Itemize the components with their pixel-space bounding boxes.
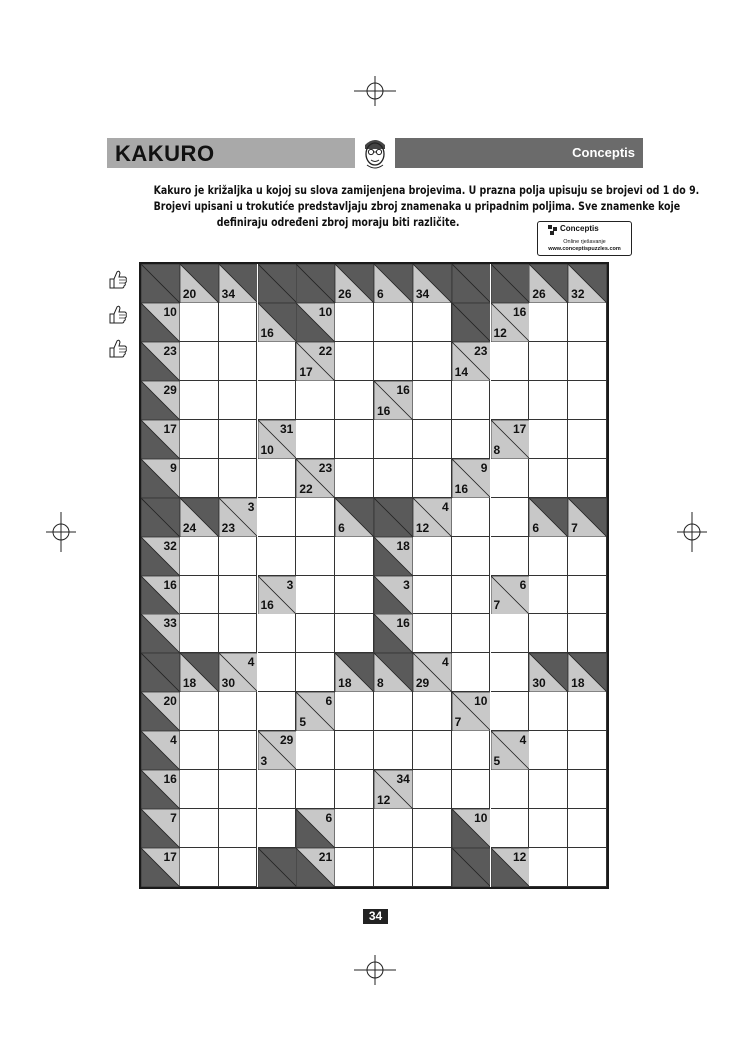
across-clue-number: 4 — [441, 655, 449, 670]
across-clue-number: 29 — [163, 382, 177, 397]
across-clue-number: 31 — [279, 421, 294, 436]
entry-cell[interactable] — [180, 770, 219, 809]
down-clue-number: 10 — [260, 442, 274, 457]
down-clue-number: 3 — [260, 754, 268, 769]
entry-cell[interactable] — [413, 420, 452, 459]
entry-cell[interactable] — [374, 459, 413, 498]
block-cell — [141, 498, 180, 537]
clue-cell — [491, 303, 530, 342]
brand-name: Conceptis — [572, 145, 635, 160]
down-clue-number: 6 — [377, 286, 384, 301]
block-cell — [452, 303, 491, 342]
entry-cell[interactable] — [413, 459, 452, 498]
entry-cell[interactable] — [180, 848, 219, 887]
clue-cell — [452, 342, 491, 381]
entry-cell[interactable] — [180, 381, 219, 420]
clue-cell — [374, 653, 413, 692]
clue-cell — [180, 498, 219, 537]
entry-cell[interactable] — [180, 731, 219, 770]
clue-cell — [258, 420, 297, 459]
entry-cell[interactable] — [219, 537, 258, 576]
entry-cell[interactable] — [568, 420, 607, 459]
entry-cell[interactable] — [219, 848, 258, 887]
entry-cell[interactable] — [296, 731, 335, 770]
clue-cell — [296, 459, 335, 498]
block-cell — [141, 264, 180, 303]
logo-name: Conceptis — [560, 224, 599, 233]
page-title: KAKURO — [115, 141, 215, 166]
entry-cell[interactable] — [568, 614, 607, 653]
entry-cell[interactable] — [374, 731, 413, 770]
clue-cell — [568, 498, 607, 537]
clue-cell — [452, 692, 491, 731]
registration-mark-right — [677, 512, 707, 552]
down-clue-number: 16 — [260, 598, 274, 613]
down-clue-number: 18 — [571, 676, 585, 691]
entry-cell[interactable] — [296, 498, 335, 537]
clue-cell — [568, 264, 607, 303]
clue-cell — [219, 264, 258, 303]
across-clue-number: 12 — [512, 850, 527, 865]
clue-cell — [141, 420, 180, 459]
entry-cell[interactable] — [529, 381, 568, 420]
entry-cell[interactable] — [258, 537, 297, 576]
across-clue-number: 17 — [163, 850, 177, 865]
clue-cell — [141, 614, 180, 653]
entry-cell[interactable] — [529, 731, 568, 770]
clue-cell — [141, 342, 180, 381]
instructions — [153, 182, 700, 230]
down-clue-number: 30 — [221, 676, 236, 691]
entry-cell[interactable] — [491, 692, 530, 731]
across-clue-number: 4 — [170, 733, 177, 748]
entry-cell[interactable] — [413, 731, 452, 770]
entry-cell[interactable] — [296, 770, 335, 809]
down-clue-number: 34 — [415, 286, 430, 301]
across-clue-number: 23 — [474, 343, 488, 358]
entry-cell[interactable] — [335, 459, 374, 498]
entry-cell[interactable] — [296, 576, 335, 615]
across-clue-number: 16 — [396, 382, 410, 397]
across-clue-number: 17 — [163, 421, 177, 436]
entry-cell[interactable] — [335, 809, 374, 848]
clue-cell — [374, 381, 413, 420]
entry-cell[interactable] — [529, 692, 568, 731]
across-clue-number: 33 — [163, 616, 177, 631]
entry-cell[interactable] — [529, 420, 568, 459]
entry-cell[interactable] — [452, 420, 491, 459]
clue-cell — [141, 692, 180, 731]
entry-cell[interactable] — [335, 303, 374, 342]
across-clue-number: 9 — [170, 460, 177, 475]
entry-cell[interactable] — [258, 342, 297, 381]
down-clue-number: 26 — [532, 286, 546, 301]
down-clue-number: 8 — [493, 442, 501, 457]
entry-cell[interactable] — [568, 381, 607, 420]
entry-cell[interactable] — [568, 692, 607, 731]
entry-cell[interactable] — [374, 342, 413, 381]
entry-cell[interactable] — [335, 770, 374, 809]
across-clue-number: 3 — [247, 499, 255, 514]
down-clue-number: 8 — [377, 676, 384, 691]
entry-cell[interactable] — [296, 653, 335, 692]
clue-cell — [258, 576, 297, 615]
clue-cell — [180, 264, 219, 303]
entry-cell[interactable] — [296, 381, 335, 420]
entry-cell[interactable] — [491, 653, 530, 692]
entry-cell[interactable] — [452, 770, 491, 809]
entry-cell[interactable] — [529, 537, 568, 576]
down-clue-number: 29 — [415, 676, 430, 691]
entry-cell[interactable] — [296, 420, 335, 459]
clue-cell — [258, 303, 297, 342]
entry-cell[interactable] — [219, 303, 258, 342]
entry-cell[interactable] — [529, 303, 568, 342]
across-clue-number: 3 — [286, 577, 294, 592]
across-clue-number: 10 — [318, 304, 333, 319]
down-clue-number: 23 — [221, 520, 236, 535]
clue-cell — [335, 498, 374, 537]
down-clue-number: 7 — [493, 598, 501, 613]
entry-cell[interactable] — [568, 731, 607, 770]
clue-cell — [529, 264, 568, 303]
entry-cell[interactable] — [452, 653, 491, 692]
entry-cell[interactable] — [413, 342, 452, 381]
entry-cell[interactable] — [219, 381, 258, 420]
entry-cell[interactable] — [296, 614, 335, 653]
clue-cell — [374, 537, 413, 576]
across-clue-number: 4 — [441, 499, 449, 514]
entry-cell[interactable] — [219, 731, 258, 770]
entry-cell[interactable] — [568, 342, 607, 381]
page-number: 34 — [363, 909, 388, 924]
entry-cell[interactable] — [413, 809, 452, 848]
entry-cell[interactable] — [180, 614, 219, 653]
entry-cell[interactable] — [568, 848, 607, 887]
entry-cell[interactable] — [413, 614, 452, 653]
entry-cell[interactable] — [452, 614, 491, 653]
thumbs-up-icon — [107, 337, 129, 359]
clue-cell — [335, 653, 374, 692]
down-clue-number: 30 — [532, 676, 546, 691]
down-clue-number: 12 — [377, 793, 391, 808]
entry-cell[interactable] — [529, 614, 568, 653]
clue-cell — [141, 537, 180, 576]
entry-cell[interactable] — [180, 459, 219, 498]
down-clue-number: 12 — [415, 520, 430, 535]
clue-cell — [296, 342, 335, 381]
down-clue-number: 6 — [338, 520, 345, 535]
down-clue-number: 32 — [571, 286, 585, 301]
down-clue-number: 24 — [182, 520, 197, 535]
entry-cell[interactable] — [413, 848, 452, 887]
entry-cell[interactable] — [491, 770, 530, 809]
down-clue-number: 16 — [454, 481, 469, 496]
entry-cell[interactable] — [219, 614, 258, 653]
across-clue-number: 10 — [474, 694, 488, 709]
down-clue-number: 5 — [493, 754, 501, 769]
entry-cell[interactable] — [258, 498, 297, 537]
down-clue-number: 5 — [299, 715, 307, 730]
entry-cell[interactable] — [413, 770, 452, 809]
down-clue-number: 17 — [299, 364, 313, 379]
across-clue-number: 20 — [163, 694, 177, 709]
author-avatar-icon — [359, 135, 391, 171]
entry-cell[interactable] — [335, 537, 374, 576]
thumbs-up-icon — [107, 268, 129, 290]
down-clue-number: 20 — [182, 286, 197, 301]
clue-cell — [374, 264, 413, 303]
block-cell — [258, 264, 297, 303]
clue-cell — [529, 653, 568, 692]
across-clue-number: 17 — [512, 421, 527, 436]
block-cell — [452, 264, 491, 303]
entry-cell[interactable] — [219, 576, 258, 615]
block-cell — [296, 264, 335, 303]
clue-cell — [335, 264, 374, 303]
entry-cell[interactable] — [258, 809, 297, 848]
entry-cell[interactable] — [568, 770, 607, 809]
entry-cell[interactable] — [335, 692, 374, 731]
entry-cell[interactable] — [529, 576, 568, 615]
across-clue-number: 22 — [318, 343, 333, 358]
down-clue-number: 18 — [338, 676, 352, 691]
entry-cell[interactable] — [258, 381, 297, 420]
entry-cell[interactable] — [568, 809, 607, 848]
entry-cell[interactable] — [258, 770, 297, 809]
entry-cell[interactable] — [491, 381, 530, 420]
across-clue-number: 6 — [325, 694, 333, 709]
entry-cell[interactable] — [452, 537, 491, 576]
entry-cell[interactable] — [374, 848, 413, 887]
across-clue-number: 10 — [474, 811, 488, 826]
entry-cell[interactable] — [529, 342, 568, 381]
entry-cell[interactable] — [529, 809, 568, 848]
across-clue-number: 16 — [512, 304, 527, 319]
down-clue-number: 26 — [338, 286, 352, 301]
across-clue-number: 16 — [163, 577, 177, 592]
entry-cell[interactable] — [180, 303, 219, 342]
down-clue-number: 16 — [377, 403, 391, 418]
across-clue-number: 4 — [519, 733, 527, 748]
clue-cell — [491, 848, 530, 887]
clue-cell — [296, 809, 335, 848]
entry-cell[interactable] — [335, 614, 374, 653]
logo-tagline: Online rješavanje — [563, 239, 606, 245]
down-clue-number: 34 — [221, 286, 236, 301]
entry-cell[interactable] — [568, 303, 607, 342]
entry-cell[interactable] — [374, 420, 413, 459]
instructions-line-3: definiraju određeni zbroj moraju biti različite. — [216, 215, 460, 229]
entry-cell[interactable] — [568, 459, 607, 498]
entry-cell[interactable] — [568, 537, 607, 576]
across-clue-number: 9 — [480, 460, 488, 475]
entry-cell[interactable] — [258, 653, 297, 692]
down-clue-number: 7 — [571, 520, 578, 535]
across-clue-number: 21 — [318, 850, 333, 865]
entry-cell[interactable] — [180, 537, 219, 576]
entry-cell[interactable] — [296, 537, 335, 576]
entry-cell[interactable] — [219, 809, 258, 848]
across-clue-number: 6 — [519, 577, 527, 592]
entry-cell[interactable] — [491, 809, 530, 848]
clue-cell — [491, 420, 530, 459]
across-clue-number: 16 — [396, 616, 410, 631]
clue-cell — [529, 498, 568, 537]
entry-cell[interactable] — [413, 576, 452, 615]
entry-cell[interactable] — [452, 381, 491, 420]
entry-cell[interactable] — [335, 342, 374, 381]
entry-cell[interactable] — [335, 731, 374, 770]
entry-cell[interactable] — [491, 459, 530, 498]
block-cell — [374, 498, 413, 537]
header-brand-panel — [395, 138, 643, 168]
entry-cell[interactable] — [219, 342, 258, 381]
clue-cell — [413, 653, 452, 692]
across-clue-number: 23 — [163, 343, 177, 358]
entry-cell[interactable] — [258, 614, 297, 653]
entry-cell[interactable] — [219, 459, 258, 498]
entry-cell[interactable] — [413, 303, 452, 342]
entry-cell[interactable] — [452, 576, 491, 615]
clue-cell — [219, 653, 258, 692]
entry-cell[interactable] — [335, 576, 374, 615]
clue-cell — [219, 498, 258, 537]
instructions-line-1: Kakuro je križaljka u kojoj su slova zamijenjena brojevima. U prazna polja upisuju se brojevi od 1 do 9. — [153, 183, 700, 197]
entry-cell[interactable] — [374, 303, 413, 342]
clue-cell — [413, 498, 452, 537]
clue-cell — [180, 653, 219, 692]
entry-cell[interactable] — [568, 576, 607, 615]
across-clue-number: 34 — [396, 772, 410, 787]
across-clue-number: 4 — [247, 655, 255, 670]
clue-cell — [374, 576, 413, 615]
entry-cell[interactable] — [219, 420, 258, 459]
entry-cell[interactable] — [180, 576, 219, 615]
block-cell — [452, 848, 491, 887]
entry-cell[interactable] — [335, 420, 374, 459]
clue-cell — [568, 653, 607, 692]
clue-cell — [413, 264, 452, 303]
entry-cell[interactable] — [529, 848, 568, 887]
block-cell — [258, 848, 297, 887]
clue-cell — [374, 770, 413, 809]
clue-cell — [491, 576, 530, 615]
down-clue-number: 6 — [532, 520, 540, 535]
publisher-logo-box — [537, 221, 632, 256]
clue-cell — [452, 809, 491, 848]
across-clue-number: 10 — [163, 304, 177, 319]
clue-cell — [141, 848, 180, 887]
entry-cell[interactable] — [180, 692, 219, 731]
entry-cell[interactable] — [180, 809, 219, 848]
entry-cell[interactable] — [335, 848, 374, 887]
clue-cell — [452, 459, 491, 498]
across-clue-number: 3 — [403, 577, 410, 592]
registration-mark-top — [352, 76, 398, 106]
clue-cell — [258, 731, 297, 770]
down-clue-number: 12 — [493, 325, 507, 340]
clue-cell — [141, 303, 180, 342]
entry-cell[interactable] — [491, 342, 530, 381]
entry-cell[interactable] — [529, 770, 568, 809]
entry-cell[interactable] — [180, 420, 219, 459]
entry-cell[interactable] — [491, 498, 530, 537]
across-clue-number: 18 — [396, 538, 410, 553]
entry-cell[interactable] — [219, 770, 258, 809]
across-clue-number: 32 — [163, 538, 177, 553]
instructions-line-2: Brojevi upisani u trokutiće predstavljaju zbroj znamenaka u pripadnim poljima. Sve znamenke koje — [153, 199, 681, 213]
entry-cell[interactable] — [529, 459, 568, 498]
clue-cell — [141, 809, 180, 848]
clue-cell — [141, 770, 180, 809]
registration-mark-left — [46, 512, 76, 552]
down-clue-number: 22 — [299, 481, 313, 496]
across-clue-number: 7 — [170, 811, 177, 826]
clue-cell — [141, 731, 180, 770]
entry-cell[interactable] — [335, 381, 374, 420]
clue-cell — [296, 848, 335, 887]
entry-cell[interactable] — [374, 809, 413, 848]
down-clue-number: 18 — [182, 676, 197, 691]
down-clue-number: 14 — [454, 364, 469, 379]
clue-cell — [141, 381, 180, 420]
clue-cell — [141, 459, 180, 498]
clue-cell — [296, 303, 335, 342]
entry-cell[interactable] — [180, 342, 219, 381]
entry-cell[interactable] — [258, 459, 297, 498]
down-clue-number: 16 — [260, 325, 274, 340]
entry-cell[interactable] — [413, 381, 452, 420]
entry-cell[interactable] — [413, 692, 452, 731]
conceptis-logo-icon — [548, 225, 558, 235]
clue-cell — [141, 576, 180, 615]
across-clue-number: 6 — [325, 811, 333, 826]
across-clue-number: 23 — [318, 460, 333, 475]
entry-cell[interactable] — [219, 692, 258, 731]
entry-cell[interactable] — [452, 731, 491, 770]
entry-cell[interactable] — [413, 537, 452, 576]
across-clue-number: 29 — [279, 733, 294, 748]
block-cell — [141, 653, 180, 692]
down-clue-number: 7 — [454, 715, 462, 730]
entry-cell[interactable] — [258, 692, 297, 731]
logo-url: www.conceptispuzzles.com — [548, 246, 621, 252]
clue-cell — [491, 731, 530, 770]
clue-cell — [374, 614, 413, 653]
across-clue-number: 16 — [163, 772, 177, 787]
kakuro-grid — [139, 262, 609, 889]
clue-cell — [296, 692, 335, 731]
entry-cell[interactable] — [452, 498, 491, 537]
header-title-panel — [107, 138, 355, 168]
entry-cell[interactable] — [491, 614, 530, 653]
thumbs-up-icon — [107, 303, 129, 325]
entry-cell[interactable] — [491, 537, 530, 576]
registration-mark-bottom — [352, 955, 398, 985]
entry-cell[interactable] — [374, 692, 413, 731]
header-bar — [107, 138, 643, 168]
block-cell — [491, 264, 530, 303]
